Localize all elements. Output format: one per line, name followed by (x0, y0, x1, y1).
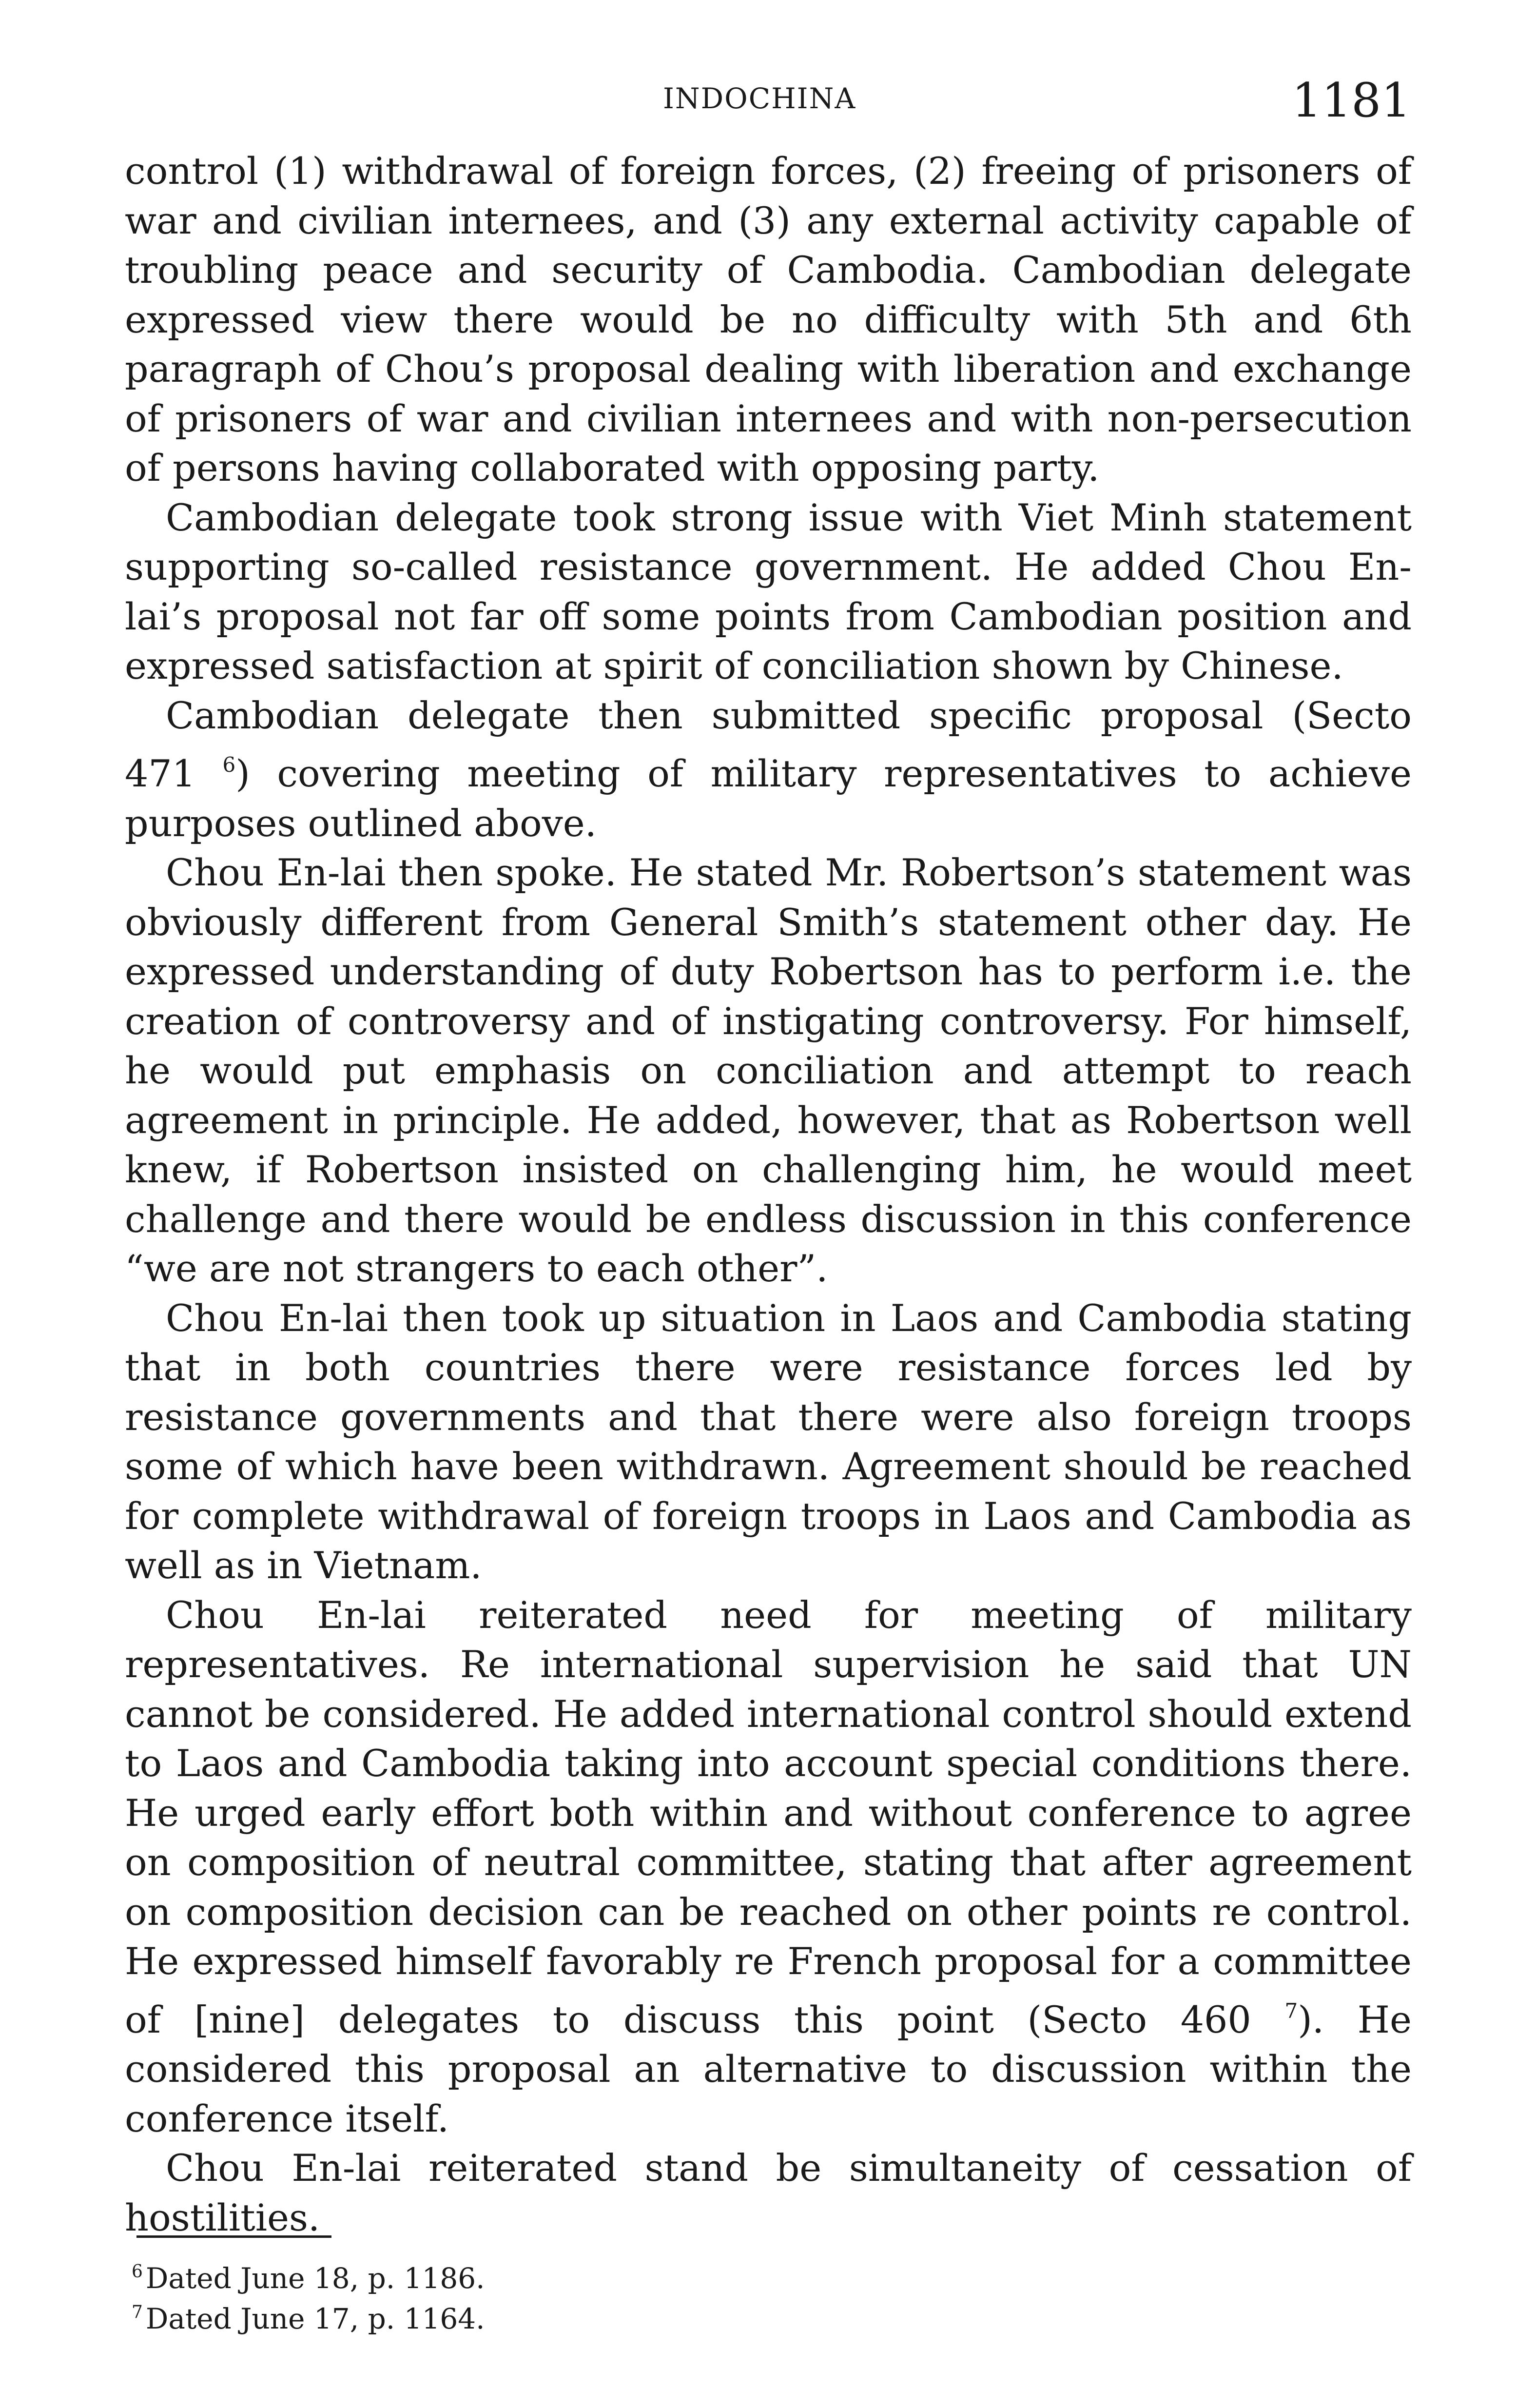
footnote-6 (132, 2255, 814, 2295)
footnote-marker-6: 6 (132, 2262, 143, 2282)
paragraph-5: Chou En-lai then took up situation in Laos and Cambodia stating that in both countries there were resistance forces led by resistance governments and that there were also foreign troops some of which have been withdrawn. Agreement should be reached for complete withdrawal of foreign troops in Laos and Cambodia as well as in Vietnam. (125, 1296, 1412, 1587)
paragraph-1: control (1) withdrawal of foreign forces, (2) freeing of prisoners of war and civilian internees, and (3) any external activity capable of troubling peace and security of Cambodia. Cambodian delegate expressed view there would be no difficulty with 5th and 6th paragraph of Chou’s proposal dealing with liberation and exchange of prisoners of war and civilian internees and with non-persecution of persons having collaborated with opposing party. (125, 149, 1412, 489)
footnote-ref-6: 6 (222, 753, 236, 777)
footnote-text-6: Dated June 18, p. 1186. (145, 2262, 485, 2295)
paragraph-7: Chou En-lai reiterated stand be simultaneity of cessation of hostilities. (125, 2146, 1412, 2239)
footnotes (132, 2255, 814, 2336)
paragraph-6-text-after: ). He considered this proposal an alternative to discussion within the conference itself. (125, 1997, 1412, 2140)
paragraph-3-text-after: ) covering meeting of military representatives to achieve purposes outlined above. (125, 752, 1412, 845)
footnote-7 (132, 2295, 814, 2336)
footnote-ref-7: 7 (1284, 1998, 1298, 2023)
paragraph-2: Cambodian delegate took strong issue with Viet Minh statement supporting so-called resistance government. He added Chou En-lai’s proposal not far off some points from Cambodian position and expressed satisfaction at spirit of conciliation shown by Chinese. (125, 495, 1412, 687)
paragraph-3 (125, 691, 1412, 848)
body-text (125, 146, 1412, 2242)
footnote-divider (136, 2235, 331, 2238)
page-number: 1181 (1292, 73, 1411, 128)
running-header (0, 73, 1536, 127)
paragraph-4: Chou En-lai then spoke. He stated Mr. Robertson’s statement was obviously different from General Smith’s statement other day. He expressed understanding of duty Robertson has to perform i.e. the creation of controversy and of instigating controversy. For himself, he would put emphasis on conciliation and attempt to reach agreement in principle. He added, however, that as Robertson well knew, if Robertson insisted on challenging him, he would meet challenge and there would be endless discussion in this conference “we are not strangers to each other”. (125, 851, 1412, 1290)
paragraph-6 (125, 1590, 1412, 2144)
paragraph-3-text-before: Cambodian delegate then submitted specific proposal (Secto 471 (125, 693, 1412, 795)
footnote-marker-7: 7 (132, 2302, 143, 2322)
paragraph-6-text-before: Chou En-lai reiterated need for meeting of military representatives. Re international supervision he said that UN cannot be considered. He added international control should extend to Laos and Cambodia taking into account special conditions there. He urged early effort both within and without conference to agree on composition of neutral committee, stating that after agreement on composition decision can be reached on other points re control. He expressed himself favorably re French proposal for a committee of [nine] delegates to discuss this point (Secto 460 (125, 1593, 1412, 2041)
footnote-text-7: Dated June 17, p. 1164. (145, 2302, 485, 2335)
running-title: INDOCHINA (663, 82, 856, 115)
